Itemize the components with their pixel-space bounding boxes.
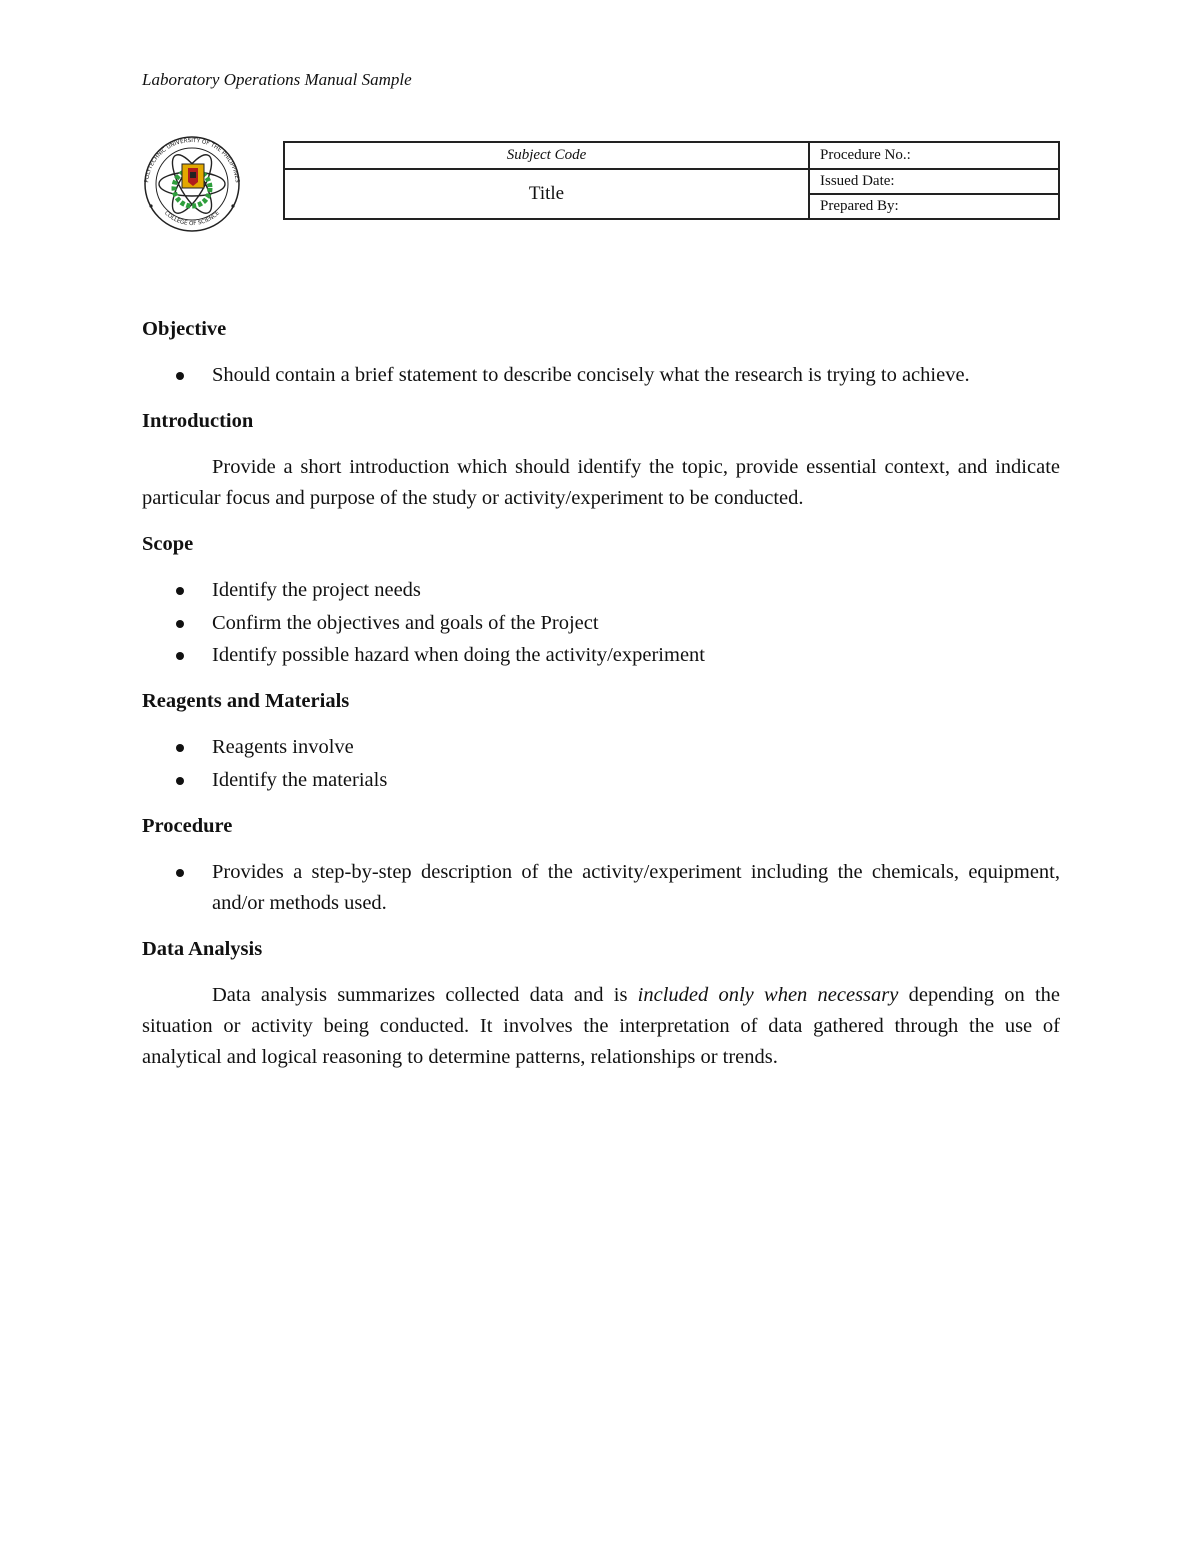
data-analysis-emphasis: included only when necessary (637, 983, 899, 1006)
list-item: Provides a step-by-step description of the activity/experiment including the chemicals, equipment, and/or methods used. (142, 857, 1060, 919)
issued-date-cell: Issued Date: (809, 169, 1059, 194)
data-analysis-text-start: Data analysis summarizes collected data and is (212, 983, 638, 1006)
procedure-no-cell: Procedure No.: (809, 142, 1059, 169)
subject-code-cell: Subject Code (284, 142, 809, 169)
objective-heading: Objective (142, 318, 227, 340)
document-body (142, 314, 1060, 1088)
prepared-by-cell: Prepared By: (809, 194, 1059, 219)
data-analysis-heading: Data Analysis (142, 937, 263, 960)
seal-ring-text-top: POLYTECHNIC UNIVERSITY OF THE PHILIPPINES (144, 137, 240, 183)
seal-ring-text-bottom: COLLEGE OF SCIENCE (163, 210, 221, 228)
introduction-heading: Introduction (142, 410, 254, 432)
running-header: Laboratory Operations Manual Sample (142, 70, 412, 89)
list-item: Identify possible hazard when doing the activity/experiment (142, 640, 1060, 671)
list-item: Identify the materials (142, 765, 1060, 796)
title-cell: Title (284, 169, 809, 219)
document-control-table (283, 141, 1060, 220)
list-item: Identify the project needs (142, 575, 1060, 606)
introduction-paragraph: Provide a short introduction which should identify the topic, provide essential context, and indicate particular focus and purpose of the study or activity/experiment to be conducted. (142, 456, 1060, 509)
list-item: Reagents involve (142, 732, 1060, 763)
objective-list (142, 360, 1060, 391)
data-analysis-text-end: depending on the situation or activity being conducted. It involves the interpretation of data gathered through the use of analytical and logical reasoning to determine patterns, relationships or trends. (142, 983, 1060, 1068)
procedure-heading: Procedure (142, 814, 233, 837)
reagents-heading: Reagents and Materials (142, 690, 350, 712)
university-seal-icon (136, 134, 248, 234)
scope-list (142, 575, 1060, 671)
list-item: Confirm the objectives and goals of the Project (142, 608, 1060, 639)
reagents-list (142, 732, 1060, 796)
scope-heading: Scope (142, 533, 194, 555)
list-item: Should contain a brief statement to describe concisely what the research is trying to achieve. (142, 360, 1060, 391)
data-analysis-paragraph (142, 980, 1060, 1073)
procedure-list (142, 857, 1060, 919)
